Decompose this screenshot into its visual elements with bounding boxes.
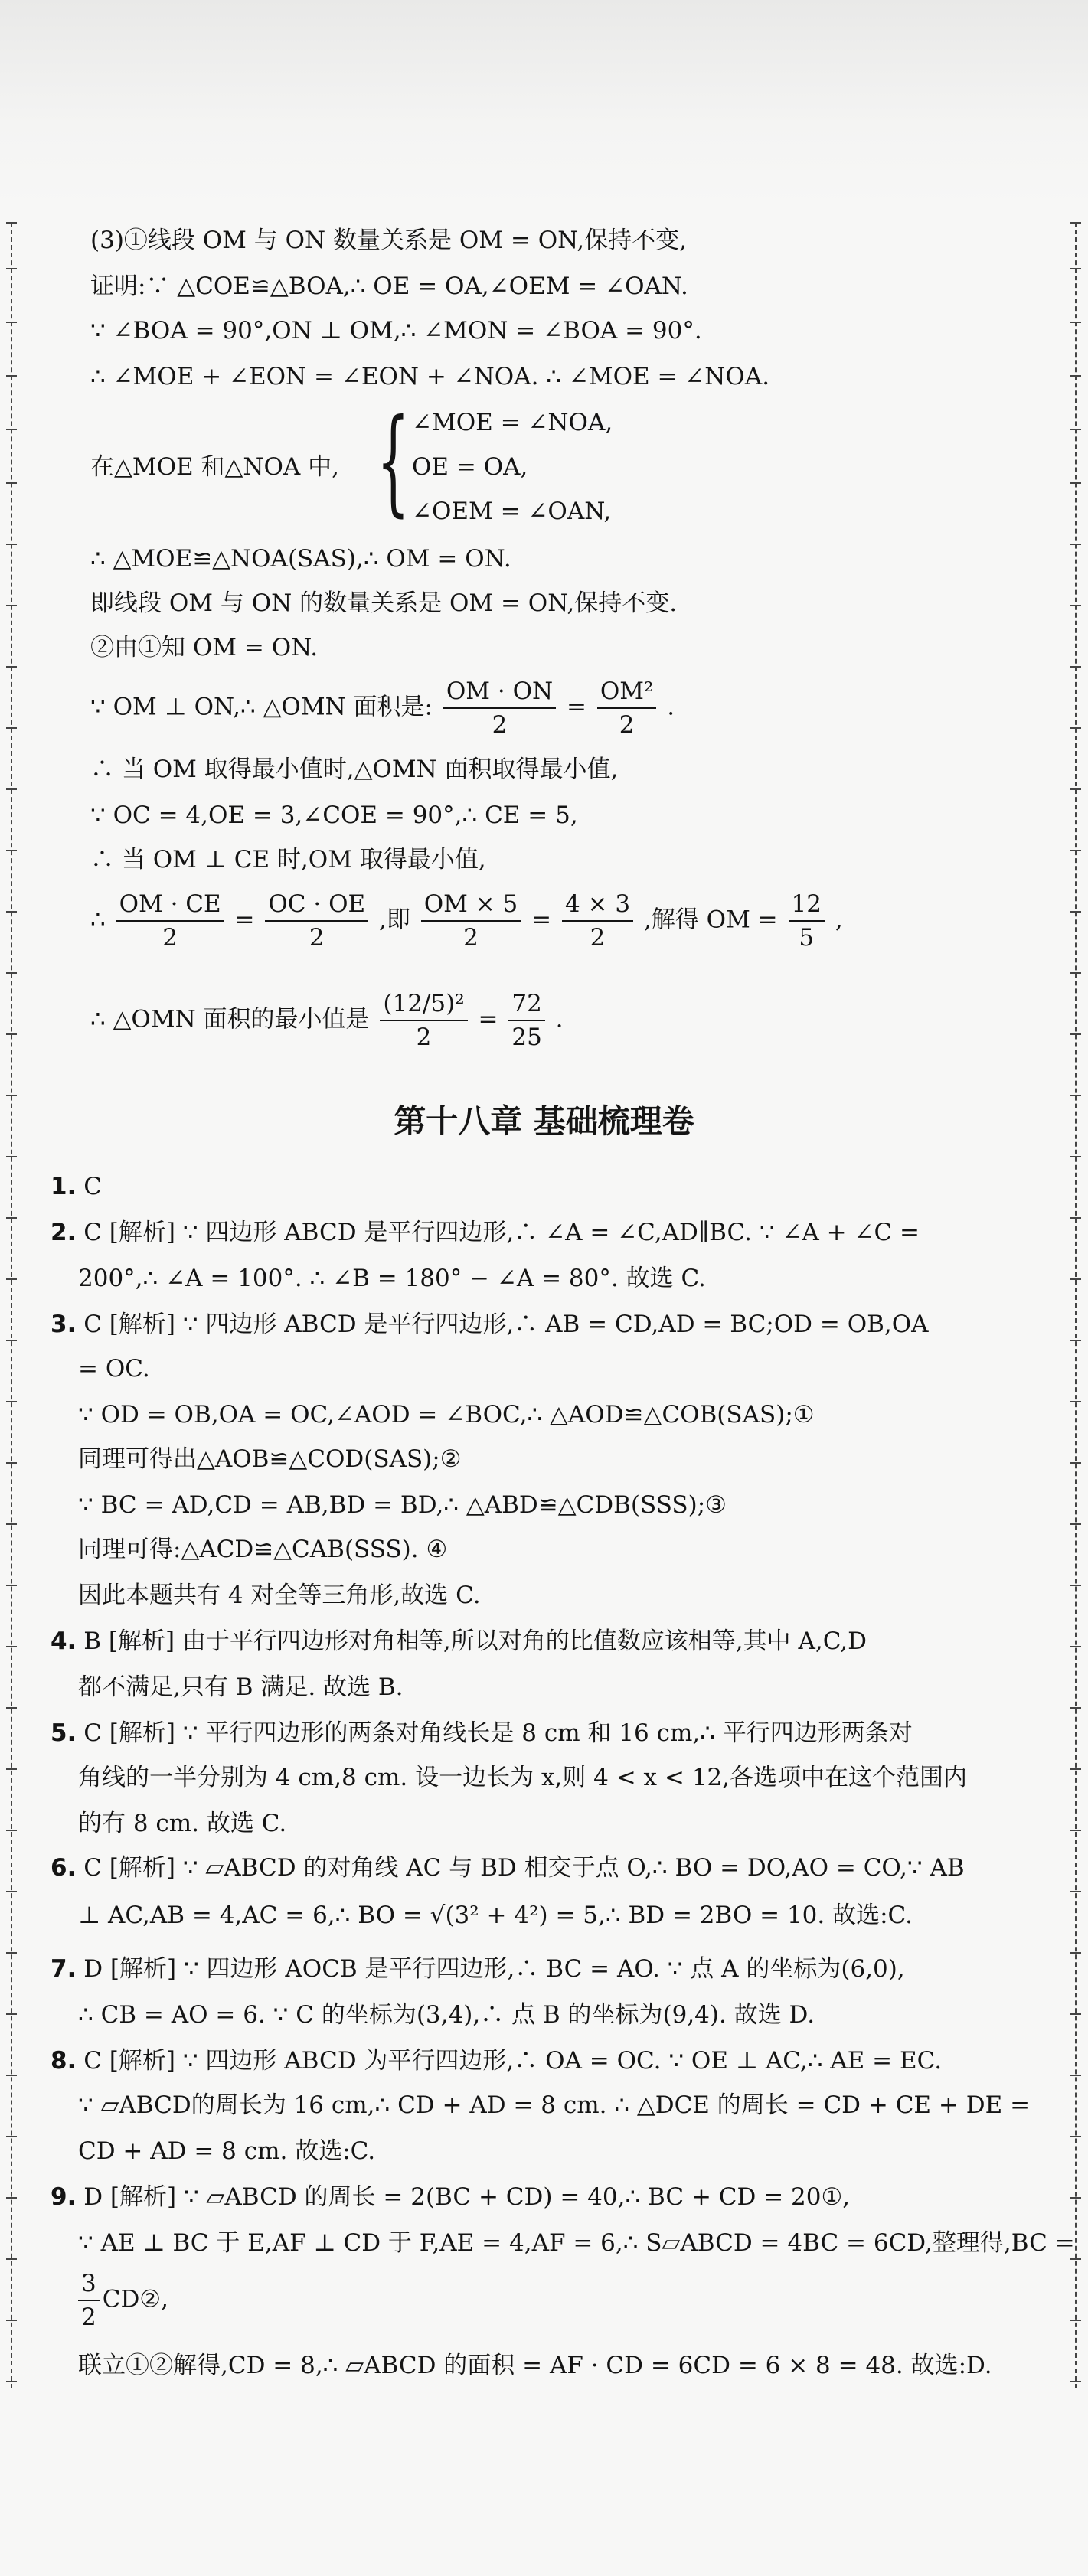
answer-3-line-3: ∵ OD = OB,OA = OC,∠AOD = ∠BOC,∴ △AOD≌△COB(SAS);① [78,1401,815,1428]
answer-1: 1. C [51,1173,102,1200]
answer-3-line-4: 同理可得出△AOB≌△COD(SAS);② [78,1445,462,1473]
system-brace: { [377,395,410,528]
proof-line-9: ∵ OM ⊥ ON,∴ △OMN 面积是: $\frac{OM \cdot ON}{2}$ = $\frac{\text{OM²}}{2}$ . [90,675,675,741]
proof-line-11: ∵ OC = 4,OE = 3,∠COE = 90°,∴ CE = 5, [90,802,578,829]
answer-7-line-2: ∴ CB = AO = 6. ∵ C 的坐标为(3,4),∴ 点 B 的坐标为(9,4). 故选 D. [78,2001,815,2029]
answer-9-line-1: 9. D [解析] ∵ ▱ABCD 的周长 = 2(BC + CD) = 40,∴ BC + CD = 20①, [51,2183,851,2211]
answer-9-line-3: $\frac{3}{2}$ CD②, [78,2267,168,2333]
answer-3-line-2: = OC. [78,1355,150,1383]
right-binding-rail [1075,222,1077,2388]
answer-3-line-1: 3. C [解析] ∵ 四边形 ABCD 是平行四边形,∴ AB = CD,AD = BC;OD = OB,OA [51,1311,929,1338]
proof-line-8: ②由①知 OM = ON. [90,634,319,661]
proof-line-12: ∴ 当 OM ⊥ CE 时,OM 取得最小值, [90,846,486,873]
proof-line-10: ∴ 当 OM 取得最小值时,△OMN 面积取得最小值, [90,756,619,783]
answer-5-line-2: 角线的一半分别为 4 cm,8 cm. 设一边长为 x,则 4 < x < 12,各选项中在这个范围内 [78,1764,967,1791]
answer-9-line-4: 联立①②解得,CD = 8,∴ ▱ABCD 的面积 = AF · CD = 6CD = 6 × 8 = 48. 故选:D. [78,2352,992,2379]
top-margin-band [0,0,1088,207]
left-binding-rail [11,222,12,2388]
proof-line-5-lead: 在△MOE 和△NOA 中, [90,453,339,481]
proof-line-14: ∴ △OMN 面积的最小值是 $\frac{\text{(12/5)²}}{2}$ = $\frac{72}{25}$ . [90,988,564,1053]
answer-8-line-3: CD + AD = 8 cm. 故选:C. [78,2137,376,2165]
answer-8-line-2: ∵ ▱ABCD的周长为 16 cm,∴ CD + AD = 8 cm. ∴ △DCE 的周长 = CD + CE + DE = [78,2091,1031,2119]
answer-4-line-1: 4. B [解析] 由于平行四边形对角相等,所以对角的比值数应该相等,其中 A,C,D [51,1628,867,1655]
system-line-2: OE = OA, [412,453,528,481]
answer-3-line-7: 因此本题共有 4 对全等三角形,故选 C. [78,1582,481,1609]
proof-line-1: (3)①线段 OM 与 ON 数量关系是 OM = ON,保持不变, [90,227,687,254]
system-line-1: ∠MOE = ∠NOA, [412,409,613,436]
proof-line-13: ∴ $\frac{OM \cdot CE}{2}$ = $\frac{OC \cdot OE}{2}$ ,即 $\frac{OM \times 5}{2}$ = $\frac{4 \times 3}{2}$ ,解得 OM = $\frac{12}{5}$ , [90,888,843,954]
chapter-title: 第十八章 基础梳理卷 [394,1102,694,1140]
answer-8-line-1: 8. C [解析] ∵ 四边形 ABCD 为平行四边形,∴ OA = OC. ∵ OE ⊥ AC,∴ AE = EC. [51,2047,943,2075]
proof-line-6: ∴ △MOE≌△NOA(SAS),∴ OM = ON. [90,545,511,573]
answer-9-line-2: ∵ AE ⊥ BC 于 E,AF ⊥ CD 于 F,AE = 4,AF = 6,∴ S▱ABCD = 4BC = 6CD,整理得,BC = [78,2229,1075,2257]
answer-2-line-1: 2. C [解析] ∵ 四边形 ABCD 是平行四边形,∴ ∠A = ∠C,AD∥BC. ∵ ∠A + ∠C = [51,1219,920,1246]
answer-4-line-2: 都不满足,只有 B 满足. 故选 B. [78,1673,404,1701]
answer-3-line-5: ∵ BC = AD,CD = AB,BD = BD,∴ △ABD≌△CDB(SSS);③ [78,1491,727,1519]
answer-7-line-1: 7. D [解析] ∵ 四边形 AOCB 是平行四边形,∴ BC = AO. ∵ 点 A 的坐标为(6,0), [51,1955,905,1983]
proof-line-2: 证明:∵ △COE≌△BOA,∴ OE = OA,∠OEM = ∠OAN. [90,273,688,300]
answer-6-line-2: ⊥ AC,AB = 4,AC = 6,∴ BO = √(3² + 4²) = 5,∴ BD = 2BO = 10. 故选:C. [78,1902,913,1929]
system-line-3: ∠OEM = ∠OAN, [412,498,612,525]
answer-3-line-6: 同理可得:△ACD≌△CAB(SSS). ④ [78,1536,448,1563]
proof-line-7: 即线段 OM 与 ON 的数量关系是 OM = ON,保持不变. [90,589,678,617]
proof-line-4: ∴ ∠MOE + ∠EON = ∠EON + ∠NOA. ∴ ∠MOE = ∠NOA. [90,363,770,390]
proof-line-3: ∵ ∠BOA = 90°,ON ⊥ OM,∴ ∠MON = ∠BOA = 90°. [90,317,702,344]
answer-5-line-1: 5. C [解析] ∵ 平行四边形的两条对角线长是 8 cm 和 16 cm,∴ 平行四边形两条对 [51,1719,913,1747]
answer-5-line-3: 的有 8 cm. 故选 C. [78,1810,287,1837]
answer-6-line-1: 6. C [解析] ∵ ▱ABCD 的对角线 AC 与 BD 相交于点 O,∴ BO = DO,AO = CO,∵ AB [51,1854,965,1882]
answer-2-line-2: 200°,∴ ∠A = 100°. ∴ ∠B = 180° − ∠A = 80°. 故选 C. [78,1265,706,1292]
